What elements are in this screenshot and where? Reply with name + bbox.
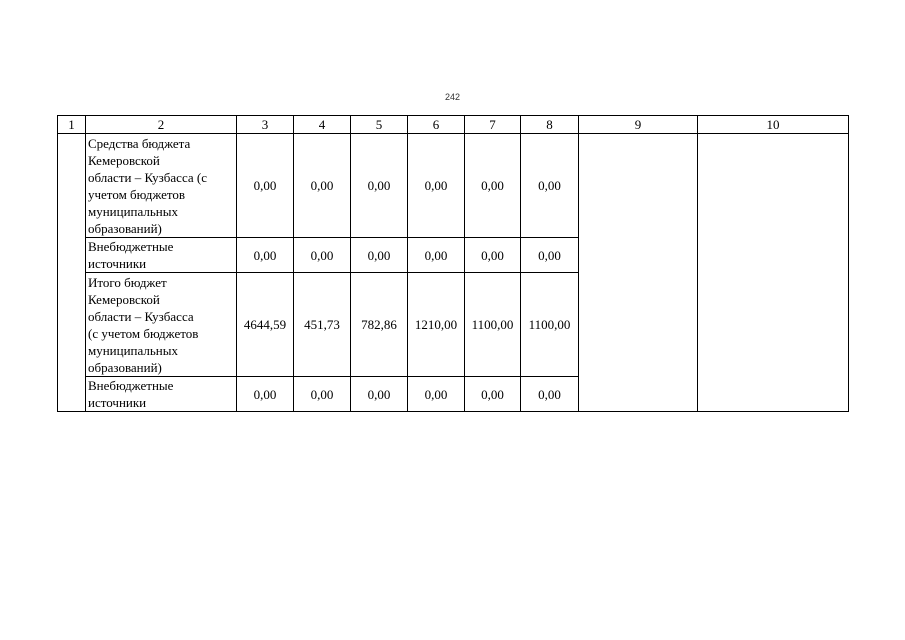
column-header: 2 [86,116,237,134]
value-cell: 0,00 [408,238,465,273]
budget-table [57,115,849,412]
row-label [86,238,237,273]
value-cell: 0,00 [237,238,294,273]
row-label-line: Итого бюджет [88,274,167,290]
value-cell: 451,73 [294,273,351,377]
row-label-line: области – Кузбасса [88,308,194,324]
value-cell: 782,86 [351,273,408,377]
value-cell: 0,00 [237,134,294,238]
value-cell: 1100,00 [465,273,521,377]
row-label-line: Кемеровской [88,152,160,168]
row-label-line: источники [88,256,147,271]
value-cell: 0,00 [294,238,351,273]
value-cell: 0,00 [465,377,521,412]
row-label-line: Внебюджетные [88,378,174,393]
value-cell: 0,00 [294,134,351,238]
row-label [86,134,237,238]
column-header: 1 [58,116,86,134]
row-label-line: Внебюджетные [88,239,174,254]
page-number: 242 [444,92,461,102]
row-label-line: Кемеровской [88,291,160,307]
table-row [58,134,849,238]
header-row [58,116,849,134]
row-label-line: образований) [88,220,162,236]
value-cell: 0,00 [351,377,408,412]
value-cell: 0,00 [351,238,408,273]
value-cell: 0,00 [521,377,579,412]
column-header: 3 [237,116,294,134]
row-label-line: (с учетом бюджетов [88,325,199,341]
value-cell: 1100,00 [521,273,579,377]
column-header: 7 [465,116,521,134]
column-header: 6 [408,116,465,134]
row-label-line: источники [88,395,147,410]
column-header: 10 [698,116,849,134]
index-cell [58,134,86,412]
row-label-line: образований) [88,359,162,375]
column-9-cell [579,134,698,412]
row-label-line: области – Кузбасса (с [88,169,207,185]
value-cell: 0,00 [521,238,579,273]
value-cell: 4644,59 [237,273,294,377]
value-cell: 0,00 [465,134,521,238]
row-label [86,377,237,412]
row-label-line: муниципальных [88,342,179,358]
row-label [86,273,237,377]
value-cell: 0,00 [351,134,408,238]
value-cell: 0,00 [465,238,521,273]
row-label-line: муниципальных [88,203,179,219]
value-cell: 1210,00 [408,273,465,377]
column-header: 5 [351,116,408,134]
value-cell: 0,00 [521,134,579,238]
value-cell: 0,00 [237,377,294,412]
value-cell: 0,00 [294,377,351,412]
column-10-cell [698,134,849,412]
column-header: 9 [579,116,698,134]
row-label-line: Средства бюджета [88,135,191,151]
column-header: 4 [294,116,351,134]
row-label-line: учетом бюджетов [88,186,186,202]
column-header: 8 [521,116,579,134]
value-cell: 0,00 [408,377,465,412]
value-cell: 0,00 [408,134,465,238]
